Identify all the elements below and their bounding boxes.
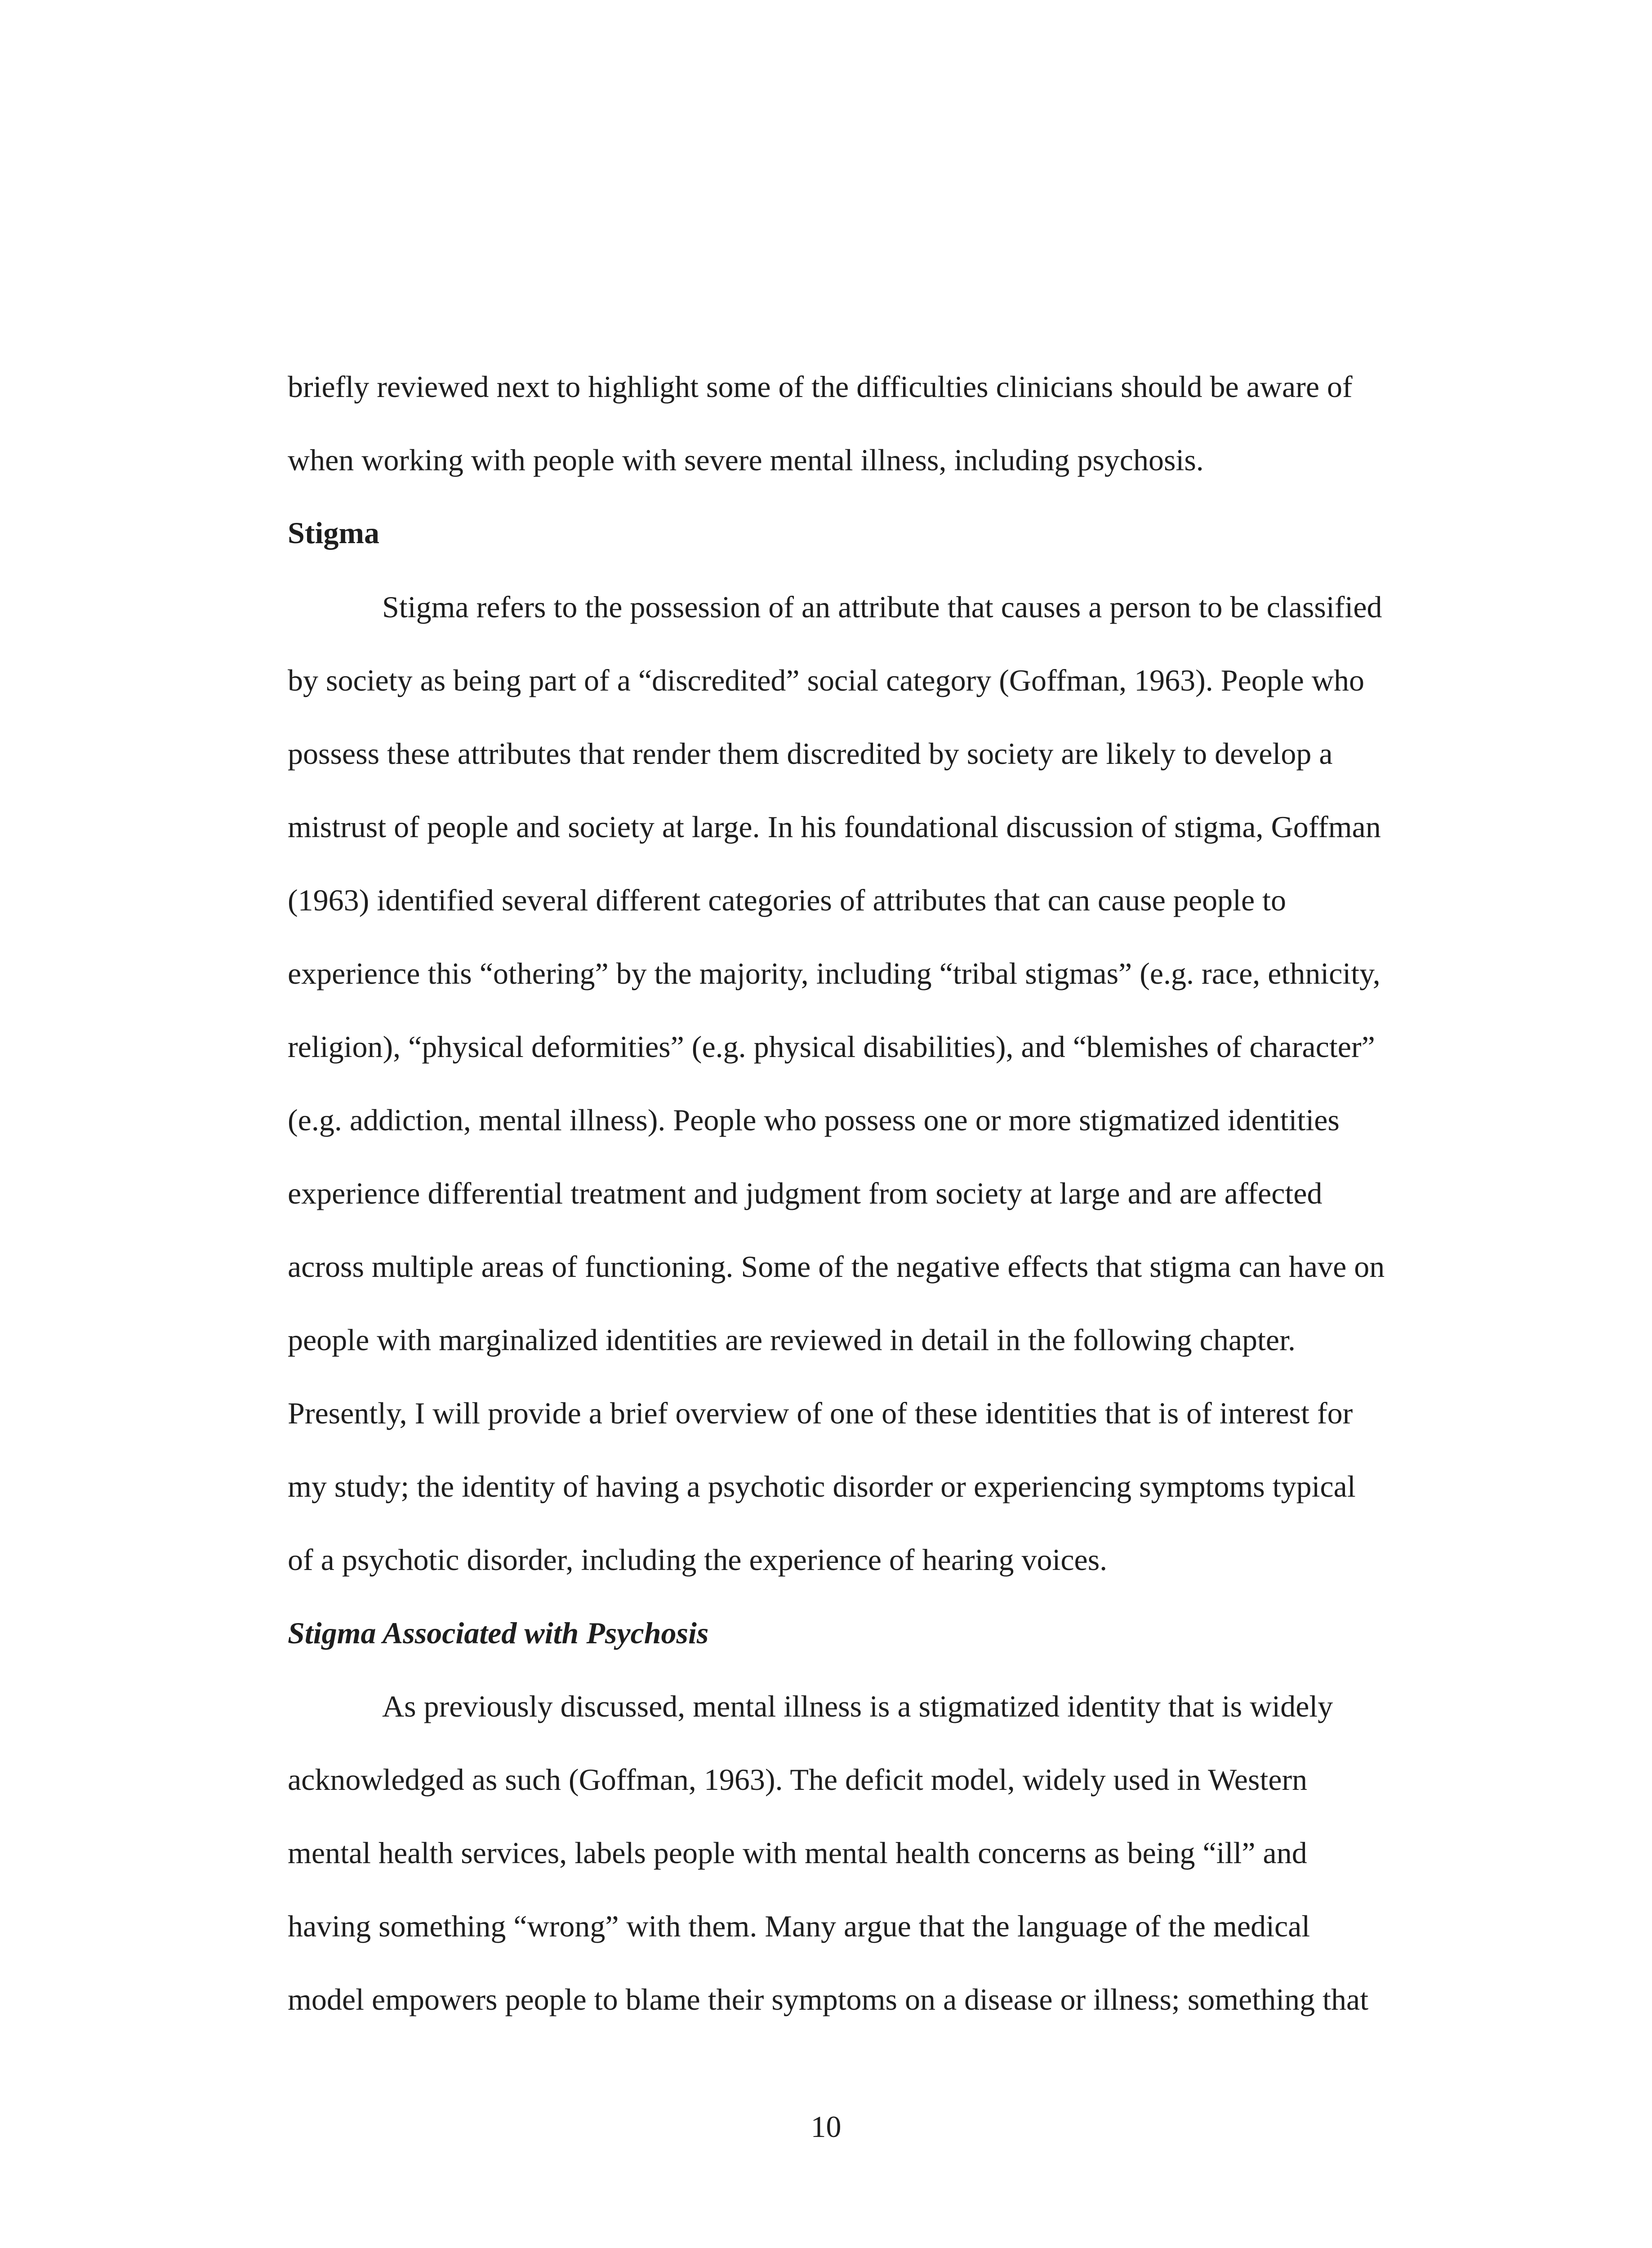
page-number: 10 [810, 2110, 842, 2144]
body-text-line: mistrust of people and society at large. In his foundational discussion of stigma, Goffman [288, 810, 1381, 844]
body-text-line: across multiple areas of functioning. Some of the negative effects that stigma can have on [288, 1249, 1385, 1284]
body-text-line: acknowledged as such (Goffman, 1963). The deficit model, widely used in Western [288, 1762, 1308, 1797]
section-heading-stigma: Stigma [288, 516, 379, 550]
body-text-line: by society as being part of a “discredited” social category (Goffman, 1963). People who [288, 663, 1364, 697]
body-text-line: when working with people with severe mental illness, including psychosis. [288, 443, 1204, 477]
body-text-line: (1963) identified several different categories of attributes that can cause people to [288, 883, 1287, 917]
body-text-line: possess these attributes that render them discredited by society are likely to develop a [288, 736, 1333, 771]
body-text-line: As previously discussed, mental illness is a stigmatized identity that is widely [382, 1689, 1333, 1723]
body-text-line: model empowers people to blame their symptoms on a disease or illness; something that [288, 1982, 1369, 2016]
body-text-line: Stigma refers to the possession of an attribute that causes a person to be classified [382, 590, 1382, 624]
body-text-line: mental health services, labels people with mental health concerns as being “ill” and [288, 1836, 1307, 1870]
body-text-line: my study; the identity of having a psychotic disorder or experiencing symptoms typical [288, 1469, 1356, 1503]
body-text-line: (e.g. addiction, mental illness). People who possess one or more stigmatized identities [288, 1103, 1340, 1137]
section-heading-psychosis: Stigma Associated with Psychosis [288, 1616, 709, 1650]
body-text-line: having something “wrong” with them. Many argue that the language of the medical [288, 1909, 1310, 1943]
body-text-line: of a psychotic disorder, including the experience of hearing voices. [288, 1543, 1108, 1577]
body-text-line: experience this “othering” by the majority, including “tribal stigmas” (e.g. race, ethnicity, [288, 956, 1380, 990]
body-text-line: briefly reviewed next to highlight some of the difficulties clinicians should be aware of [288, 370, 1353, 404]
body-text-line: people with marginalized identities are reviewed in detail in the following chapter. [288, 1323, 1296, 1357]
body-text-line: Presently, I will provide a brief overview of one of these identities that is of interest for [288, 1396, 1353, 1430]
body-text-line: religion), “physical deformities” (e.g. physical disabilities), and “blemishes of character” [288, 1030, 1375, 1064]
body-text-line: experience differential treatment and judgment from society at large and are affected [288, 1176, 1322, 1210]
